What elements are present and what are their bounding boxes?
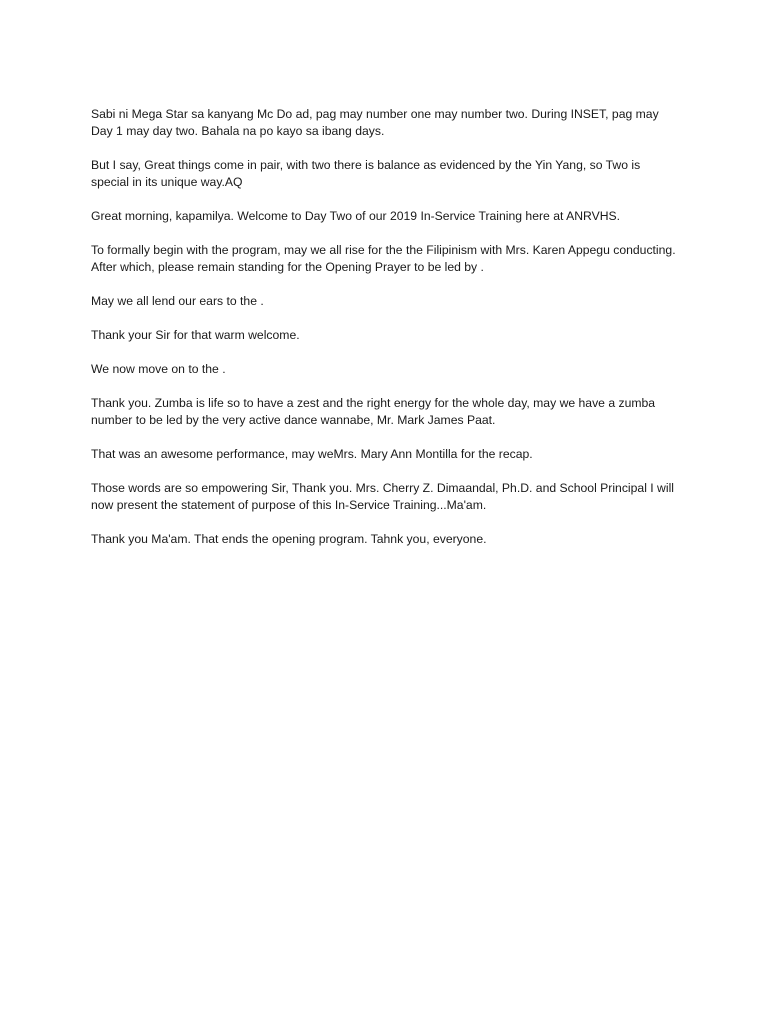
paragraph-greeting: Great morning, kapamilya. Welcome to Day Two of our 2019 In-Service Training here at ANRVHS. bbox=[91, 209, 621, 223]
document-body bbox=[91, 106, 681, 565]
paragraph-zumba: Thank you. Zumba is life so to have a zest and the right energy for the whole day, may we have a zumba number to be led by the very active dance wannabe, Mr. Mark James Paat. bbox=[91, 396, 656, 427]
paragraph-intro: Sabi ni Mega Star sa kanyang Mc Do ad, pag may number one may number two. During INSET, pag may Day 1 may day two. Bahala na po kayo sa ibang days. bbox=[91, 107, 659, 138]
paragraph-formal-begin: To formally begin with the program, may we all rise for the the Filipinism with Mrs. Karen Appegu conducting. After which, please remain standing for the Opening Prayer to be led by . bbox=[91, 243, 676, 274]
paragraph-thank-sir: Thank your Sir for that warm welcome. bbox=[91, 328, 300, 342]
paragraph-lend-ears: May we all lend our ears to the . bbox=[91, 294, 264, 308]
paragraph-closing: Thank you Ma'am. That ends the opening program. Tahnk you, everyone. bbox=[91, 532, 487, 546]
paragraph-empowering: Those words are so empowering Sir, Thank you. Mrs. Cherry Z. Dimaandal, Ph.D. and School Principal I will now present the statement of purpose of this In-Service Training...Ma'am. bbox=[91, 481, 674, 512]
paragraph-great-things: But I say, Great things come in pair, with two there is balance as evidenced by the Yin Yang, so Two is special in its unique way.AQ bbox=[91, 158, 641, 189]
paragraph-performance: That was an awesome performance, may weMrs. Mary Ann Montilla for the recap. bbox=[91, 447, 533, 461]
paragraph-move-on: We now move on to the . bbox=[91, 362, 226, 376]
